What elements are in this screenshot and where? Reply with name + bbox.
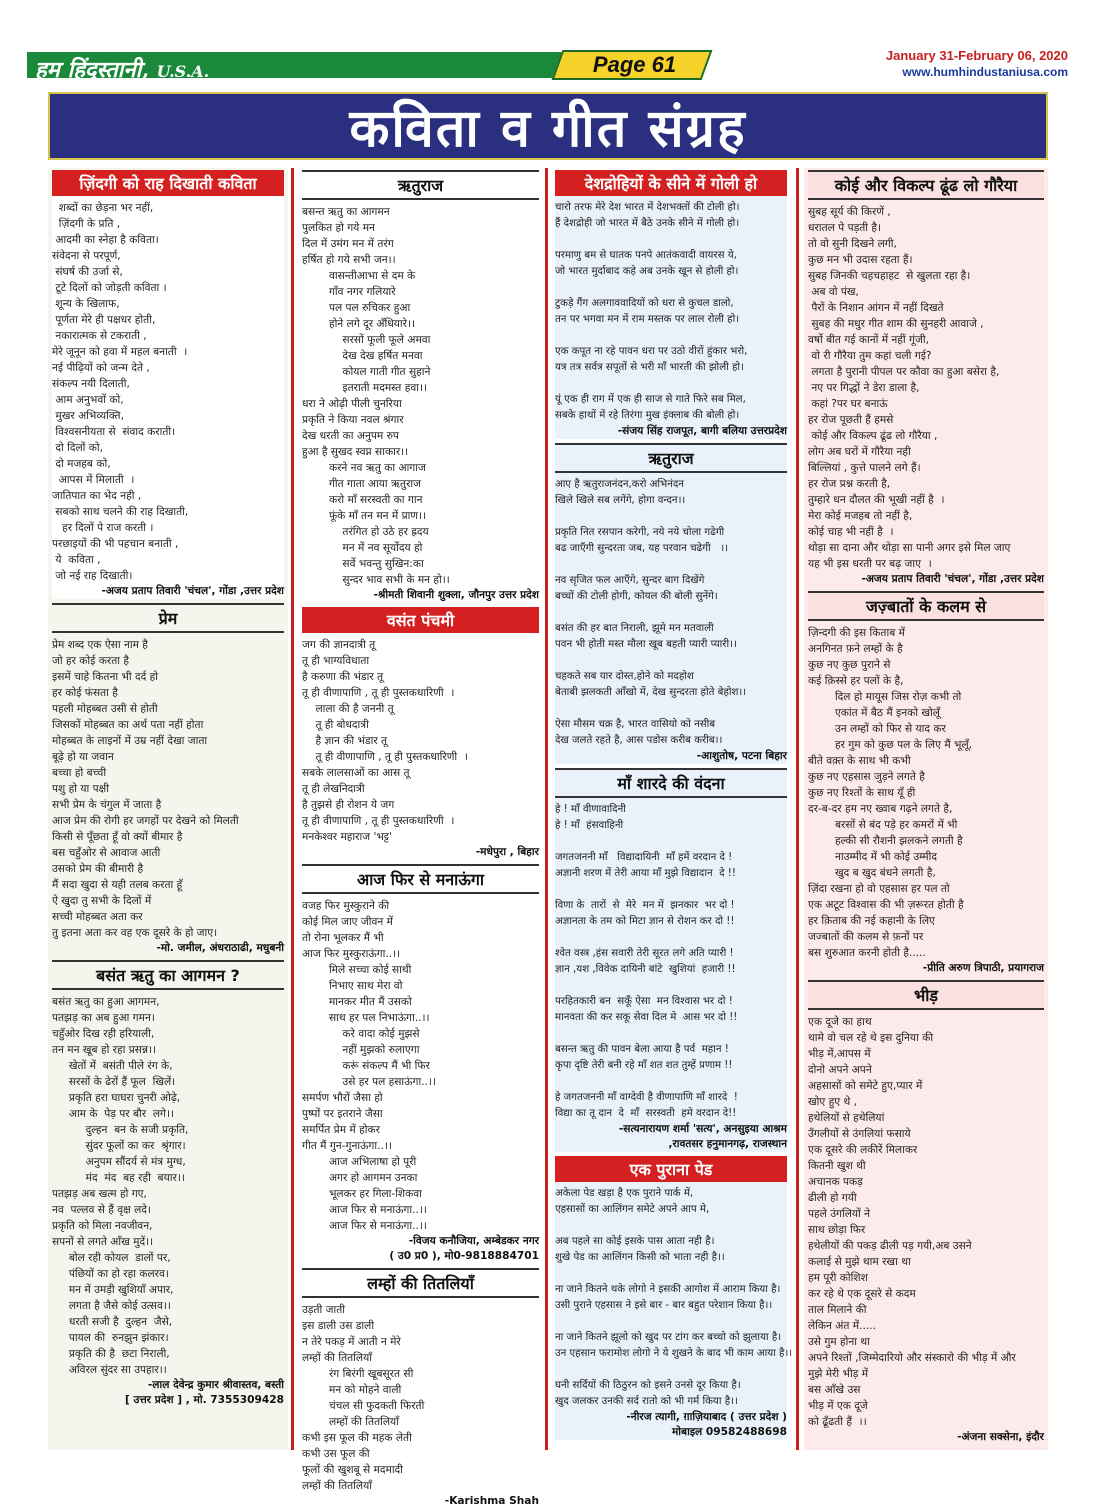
website-link[interactable]: www.humhindustaniusa.com [902,65,1068,79]
poem-author: -संजय सिंह राजपूत, बागी बलिया उत्तरप्रदेश [617,425,787,437]
poem [555,768,787,1152]
poem-title: भीड़ [808,980,1044,1010]
column-divider [291,168,294,1450]
poem-author: -लाल देवेन्द्र कुमार श्रीवास्तव, बस्ती [ उत्तर प्रदेश ] , मो. 7355309428 [125,1379,284,1406]
column-4 [804,168,1048,1450]
poem-text: हे ! माँ वीणावादिनी हे ! माँ हंसवाहिनी जगतजननी माँ विद्यादायिनी माँ हमें वरदान दे ! अज्ञानी शरण में तेरी आया माँ मुझे विद्यादान दे !! विणा के तारों से मेरे मन में झनकार भर दो ! अज्ञानता के तम को मिटा ज्ञान से रोशन कर दो !! श्वेत वस्त्र ,हंस सवारी तेरी सूरत लगे अति प्यारी ! ज्ञान ,यश ,विवेक दायिनी बांटे खुशियां हजारी !! परहितकारी बन सकूँ ऐसा मन विश्वास भर दो ! मानवता की कर सकू सेवा दिल मे आस भर दो !! बसन्त ऋतु की पावन बेला आया है पर्व महान ! कृपा दृष्टि तेरी बनी रहे माँ शत शत तुम्हें प्रणाम !! हे जगतजननी माँ वाग्देवी है वीणापाणि माँ शारदे ! विद्या का तू दान दे माँ सरस्वती हमे वरदान दे!! [555,804,738,1119]
poem [555,170,787,439]
poem-author: -सत्यनारायण शर्मा 'सत्य', अनसुइया आश्रम ,रावतसर हनुमानगढ़, राजस्थान [618,1123,787,1150]
poem-author: -श्रीमती शिवानी शुक्ला, जौनपुर उत्तर प्रदेश [373,589,539,601]
paper-name: हम हिंदुस्तानी, U.S.A. [35,57,210,83]
page-number: Page 61 [592,52,677,77]
poem-author: -मो. जमील, अंधराठाढी, मधुबनी [156,942,284,954]
poem-title: जज़्बातों के कलम से [808,591,1044,621]
poem-title: माँ शारदे की वंदना [555,768,787,798]
poem-text: प्रेम शब्द एक ऐसा नाम है जो हर कोई करता है इसमें चाहे कितना भी दर्द हो हर कोई फंसता है पहली मोहब्बत उसी से होती जिसकों मोहब्बत का अर्थ पता नहीं होता मोहब्बत के लाइनों में उम्र नहीं देखा जाता बूढ़े हो या जवान बच्चा हो बच्ची पशु हो या पक्षी सभी प्रेम के चंगुल में जाता है आज प्रेम की रोगी हर जगहों पर देखने को मिलती किसी से पूँछता हूँ वो क्यों बीमार है बस चहुँओर से आवाज आती उसको प्रेम की बीमारी है मैं सदा खुदा से यही तलब करता हूँ ऐ खुदा तु सभी के दिलों में सच्ची मोहब्बत अता कर तु इतना अता कर वह एक दूसरे के हो जाए। [52,639,239,939]
poem-text: ज़िन्दगी की इस किताब में अनगिनत फ़ने लम्हों के है कुछ नए कुछ पुराने से कई क़िस्से हर पलों के है, दिल हो मायूस जिस रोज़ कभी तो एकांत में बैठ मैं इनको खोलूँ उन लम्हों को फिर से याद कर हर गुम को कुछ पल के लिए मैं भूलूँ, बीते वक़्त के साथ भी कभी कुछ नए एहसास जुड़ने लगते है कुछ नए रिश्तों के साथ यूँ ही दर-ब-दर हम नए ख्वाब गढ़ने लगते है, बरसों से बंद पड़े हर कमरों में भी हल्की सी रौशनी झलकने लगती है नाउम्मीद में भी कोई उम्मीद खुद ब खुद बंधने लगती है, ज़िंदा रखना हो वो एहसास हर पल तो एक अटूट विश्वास की भी ज़रूरत होती है हर क़िताब की नई कहानी के लिए जज्बातों की कलम से फ़नों पर बस शुरुआत करनी होती है..... [808,627,973,959]
poem-text: एक दूजे का हाथ थामे वो चल रहे थे इस दुनिया की भीड़ में,आपस में दोनो अपने अपने अहसासों को समेटे हुए,प्यार में खोए हुए थे , हथेलियों से हथेलियां उँगलीयों से उंगलियां फसाये एक दूसरे की लकीरें मिलाकर कितनी खुश थी अचानक पकड़ ढीली हो गयी पहले उंगलियों ने साथ छोड़ा फिर हथेलीयों की पकड़ ढीली पड़ गयी,अब उसने कलाई से मुझे थाम रखा था हम पूरी कोशिश कर रहे थे एक दूसरे से कदम ताल मिलाने की लेकिन अंत में..... उसे गुम होना था अपने रिश्तों ,जिम्मेदारियो और संस्कारो की भीड़ में और मुझे मेरी भीड़ में बस आँखे उस भीड़ में एक दूजे को ढूँढती हैं ।। [808,1016,1016,1428]
banner-title: कविता व गीत संग्रह [349,98,747,159]
poem-author: -प्रीति अरुण त्रिपाठी, प्रयागराज [922,962,1044,974]
poem [52,170,284,599]
poem-title: एक पुराना पेड [555,1156,787,1182]
poem-text: बसन्त ऋतु का आगमन पुलकित हो गये मन दिल में उमंग मन में तरंग हर्षित हो गये सभी जन।। वासन्तीआभा से दम के गाँव नगर गलियारे पल पल रुचिकर हुआ होने लगे दूर अँधियारे।। सरसों फूली फूले अमवा देख देख हर्षित मनवा कोयल गाती गीत सुहाने इतराती मदमस्त हवा।। धरा ने ओढ़ी पीली चुनरिया प्रकृति ने किया नवल श्रंगार देख धरती का अनुपम रुप हुआ है सुखद स्वप्न साकार।। करने नव ऋतु का आगाज गीत गाता आया ऋतुराज करो माँ सरस्वती का गान फूंके माँ तन मन में प्राण।। तरंगित हो उठे हर ह्रदय मन में नव सूर्योदय हो सर्वे भवन्तु सुखिन:का सुन्दर भाव सभी के मन हो।। [302,206,450,586]
poem-author: -आशुतोष, पटना बिहार [696,750,787,762]
column-divider [545,168,548,1450]
poem-title: देशद्रोहियों के सीने में गोली हो [555,170,787,196]
column-3 [551,168,791,1450]
poem-author: -मधेपुरा , बिहार [475,846,539,858]
poem-text: अकेला पेड खड़ा है एक पुराने पार्क में, एहसासों का आलिंगन समेटे अपने आप मे, अब पहले सा कोई इसके पास आता नही है। शुखे पेड का आलिंगन किसी को भाता नही है।। ना जाने कितने थके लोगो ने इसकी आगोश में आराम किया है। उसी पुराने एहसास ने इसे बार - बार बहुत परेशान किया है।। ना जाने कितने झूलो को खुद पर टांग कर बच्चो को झुलाया है। उन एहसान फरामोश लोगो ने ये शुखने के बाद भी काम आया है।। घनी सर्दियों की ठिठुरन को इसने उनसे दूर किया है। खुद जलकर उनकी सर्द रातो को भी गर्म किया है।। [555,1188,793,1407]
poem-title: ज़िंदगी को राह दिखाती कविता [52,170,284,196]
poem-author: -Karishma Shah [444,1495,539,1507]
column-divider [796,168,799,1450]
poem-text: वजह फिर मुस्कुराने की कोई मिल जाए जीवन में तो रोना भूलकर मैं भी आज फिर मुस्कुराऊंगा..।। मिले सच्चा कोई साथी निभाए साथ मेरा वो मानकर मीत मैं उसको साथ हर पल निभाऊंगा..।। करे वादा कोई मुझसे नहीं मुझको रुलाएगा करूं संकल्प मैं भी फिर उसे हर पल हसाऊंगा..।। समर्पण भौरों जैसा हो पुष्पों पर इतराने जैसा समर्पित प्रेम में होकर गीत मैं गुन-गुनाऊंगा..।। आज अभिलाषा हो पूरी अगर हो आगमन उनका भूलकर हर गिला-शिकवा आज फिर से मनाऊंगा..।। आज फिर से मनाऊंगा..।। [302,900,436,1232]
masthead [27,48,1068,82]
poem-title: लम्हों की तितलियाँ [302,1268,539,1298]
poem-author: -अंजना सक्सेना, इंदौर [957,1431,1044,1443]
poem [52,960,284,1408]
poem [808,591,1044,976]
poem [808,980,1044,1445]
poem [52,603,284,956]
poem-title: ऋतुराज [302,170,539,200]
poem [302,607,539,860]
poem-text: चारो तरफ मेरे देश भारत में देशभक्तों की टोली हो। हैं देशद्रोही जो भारत में बैठे उनके सीने में गोली हो। परमाणु बम से घातक पनपे आतंकवादी वायरस ये, जो भारत मुर्दाबाद कहे अब उनके खून से होली हो। टुकड़े गैंग अलगाववादियों को धरा से कुचल डालो, तन पर भगवा मन में राम मस्तक पर लाल रोली हो। एक कपूत ना रहे पावन धरा पर उठो वीरों हुंकार भरो, यत्र तत्र सर्वत्र सपूतों से भरी माँ भारती की झोली हो। यूं एक ही राग में एक ही साज से गाते फिरे सब मिल, सबके हाथों में रहे तिरंगा मुख इंक्लाब की बोली हो। [555,202,748,421]
poem-text: सुबह सूर्य की किरणें , धरातल पे पड़ती है। तो वो सुनी दिखने लगी, कुछ मन भी उदास रहता हैं। सुबह जिनकी चहचहाहट से खुलता रहा है। अब वो पंख, पैरों के निशान आंगन में नहीं दिखते सुबह की मधुर गीत शाम की सुनहरी आवाजे , वर्षो बीत गई कानों में नहीं गूंजी, वो री गौरैया तुम कहां चली गई? लगता है पुरानी पीपल पर कौवा का हुआ बसेरा है, नए पर गिद्धों ने डेरा डाला है, कहां ?पर घर बनाऊं हर रोज पूछती हैं हमसे कोई और विकल्प ढूंढ लो गौरैया , लोग अब घरों में गौरैया नही बिल्लियां , कुत्ते पालने लगे हैं। हर रोज प्रश्न करती है, तुम्हारे धन दौलत की भूखी नहीं है । मेरा कोई मजहब तो नहीं है, कोई चाह भी नहीं है । थोड़ा सा दाना और थोड़ा सा पानी अगर इसे मिल जाए यह भी इस धरती पर बढ़ जाए । [808,206,1011,570]
poem-author: -नीरज त्यागी, ग़ाज़ियाबाद ( उत्तर प्रदेश ) मोबाइल 09582488698 [626,1411,787,1438]
column-1 [48,168,288,1450]
poem-title: ऋतुराज [555,443,787,473]
poem-text: जग की ज्ञानदात्री तू तू ही भाग्यविधाता है करुणा की भंडार तू तू ही वीणापाणि , तू ही पुस्तकधारिणी । लाला की है जननी तू तू ही बोधदात्री है ज्ञान की भंडार तू तू ही वीणापाणि , तू ही पुस्तकधारिणी । सबके लालसाओं का आस तू तू ही लेखनिदात्री है तुझसे ही रोशन ये जग तू ही वीणापाणि , तू ही पुस्तकधारिणी । मनकेश्वर महाराज 'भट्ट' [302,639,468,843]
poem-title: बसंत ऋतु का आगमन ? [52,960,284,990]
poem-text: उड़ती जाती इस डाली उस डाली न तेरे पकड़ में आती न मेरे लम्हों की तितलियाँ रंग बिरंगी खूबसूरत सी मन को मोहने वाली चंचल सी फुदकती फिरती लम्हों की तितलियाँ कभी इस फूल की महक लेती कभी उस फूल की फूलों की खुशबू से मदमादी लम्हों की तितलियाँ [302,1304,425,1492]
poem-text: बसंत ऋतु का हुआ आगमन, पतझड़ का अब हुआ गमन। चहुँओर दिख रही हरियाली, तन मन खूब हो रहा प्रसन्न।। खेतों में बसंती पीले रंग के, सरसों के ढेरों हैं फूल खिलें। प्रकृति हरा घाघरा चुनरी ओढ़े, आम के पेड़ पर बौर लगे।। दुल्हन बन के सजी प्रकृति, सुंदर फूलों का कर श्रृंगार। अनुपम सौंदर्य से मंत्र मुग्ध, मंद मंद बह रही बयार।। पतझड़ अब खत्म हो गए, नव पल्लव से हैं वृक्ष लदे। प्रकृति को मिला नवजीवन, सपनों से लगते आँख मुदें।। बोल रही कोयल डालों पर, पंछियों का हो रहा कलरव। मन में उमड़ी खुशियाँ अपार, लगता है जैसे कोई उत्सव।। धरती सजी है दुल्हन जैसे, पायल की रुनझुन झंकार। प्रकृति की है छटा निराली, अविरल सुंदर सा उपहार।। [52,996,189,1376]
poem [302,1268,539,1509]
poem-author: -विजय कनौजिया, अम्बेडकर नगर ( उ0 प्र0 ), मो0-9818884701 [389,1235,539,1262]
poem-title: कोई और विकल्प ढूंढ लो गौरैया [808,170,1044,200]
poem-text: आए है ऋतुराजनंदन,करो अभिनंदन खिले खिले सब लगेंगे, होगा वन्दन।। प्रकृति नित रसपान करेगी, नये नये चोला गढेगी बढ जाएँगी सुन्दरता जब, यह परवान चढेगी ।। नव सृजित फल आएँगे, सुन्दर बाग दिखेंगे बच्चों की टोली होगी, कोयल की बोली सुनेंगे। बसंत की हर बात निराली, झूमे मन मतवाली पवन भी होती मस्त मौला खूब बहती प्यारी प्यारी।। चहकते सब यार दोस्त,होने को मदहोश बेताबी झलकती आँखो में, देख सुन्दरता होते बेहोश।। ऐसा मौसम चक्र है, भारत वासियो को नसीब देख जलते रहते है, आस पडोस करीब करीब।। [555,479,747,746]
poem-author: -अजय प्रताप तिवारी 'चंचल', गोंडा ,उत्तर प्रदेश [861,573,1044,585]
poem [302,864,539,1264]
poem [555,443,787,764]
poem [808,170,1044,587]
poem-author: -अजय प्रताप तिवारी 'चंचल', गोंडा ,उत्तर प्रदेश [101,585,284,597]
poem-title: आज फिर से मनाऊंगा [302,864,539,894]
section-banner [48,92,1048,160]
column-2 [298,168,543,1507]
poem-text: शब्दों का छेड़ना भर नहीं, ज़िंदगी के प्रति , आदमी का स्नेहा है कविता। संवेदना से परपूर्ण, संघर्ष की उर्जा से, टूटे दिलों को जोड़ती कविता । शून्य के खिलाफ, पूर्णता मेरे ही पक्षधर होती, नकारात्मक से टकराती , मेरे जूनून को हवा में महल बनाती । नई पीढ़ियों को जन्म देते , संकल्प नयी दिलाती, आम अनुभवों को, मुखर अभिव्यक्ति, विश्वसनीयता से संवाद कराती। दो दिलों को, दो मजहब को, आपस में मिलाती । जातिपात का भेद नही , सबको साथ चलने की राह दिखाती, हर दिलों पे राज करती । परछाइयों की भी पहचान बनाती , ये कविता , जो नई राह दिखाती। [52,202,189,582]
poem-title: वसंत पंचमी [302,607,539,633]
issue-date: January 31-February 06, 2020 [885,48,1068,63]
poem [302,170,539,603]
poem [555,1156,793,1440]
poem-title: प्रेम [52,603,284,633]
